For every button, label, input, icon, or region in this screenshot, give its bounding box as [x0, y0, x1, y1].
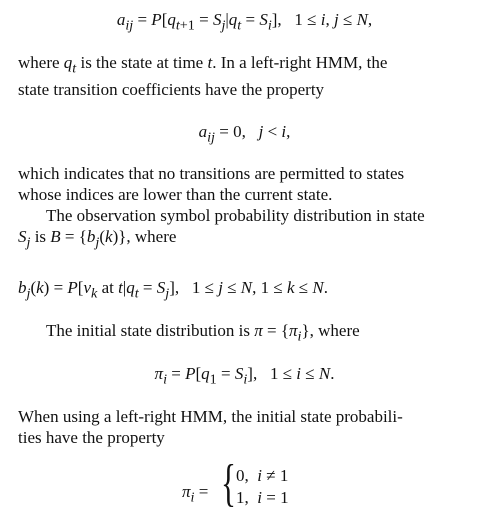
equation-observation-prob: $b_j(k) = P[v_k$ at $t|q_t = S_j$], 1 ≤ j ≤ N, 1 ≤ k ≤ N.	[18, 278, 328, 302]
paragraph-initial-dist: The initial state distribution is $\pi = \{\pi_i\}$, where	[46, 321, 360, 345]
cases-lhs: $\pi_i$ =	[182, 482, 209, 506]
text-line: When using a left-right HMM, the initial state probabili-	[18, 407, 403, 426]
text-line: where $q_t$ is the state at time t. In a left-right HMM, the	[18, 53, 388, 77]
equation-transition-prob: $a_{ij} = P[q_{t+1} = S_j|q_t = S_i]$, 1 ≤ i, j ≤ N,	[116, 10, 373, 34]
text-line: which indicates that no transitions are permitted to states	[18, 164, 405, 183]
paragraph-where-qt	[18, 52, 480, 100]
left-brace: {	[220, 455, 236, 512]
cases-row-2: 1, i = 1	[236, 488, 289, 507]
text-line: ties have the property	[18, 428, 165, 447]
text-line: The observation symbol probability distribution in state	[46, 206, 425, 225]
paragraph-no-transitions	[18, 163, 480, 253]
cases-row-1: 0, i ≠ 1	[236, 466, 289, 485]
equation-aij-zero: $a_{ij} = 0$, j < i,	[198, 122, 291, 146]
text-line: state transition coefficients have the property	[18, 80, 325, 100]
paragraph-left-right	[18, 406, 480, 448]
text-line: whose indices are lower than the current state.	[18, 185, 333, 204]
equation-pi-cases	[0, 455, 489, 522]
equation-pi-i: $\pi_i = P[q_1 = S_i]$, 1 ≤ i ≤ N.	[154, 364, 335, 388]
text-line: $S_j$ is $B = \{b_j(k)\}$, where	[18, 227, 177, 251]
